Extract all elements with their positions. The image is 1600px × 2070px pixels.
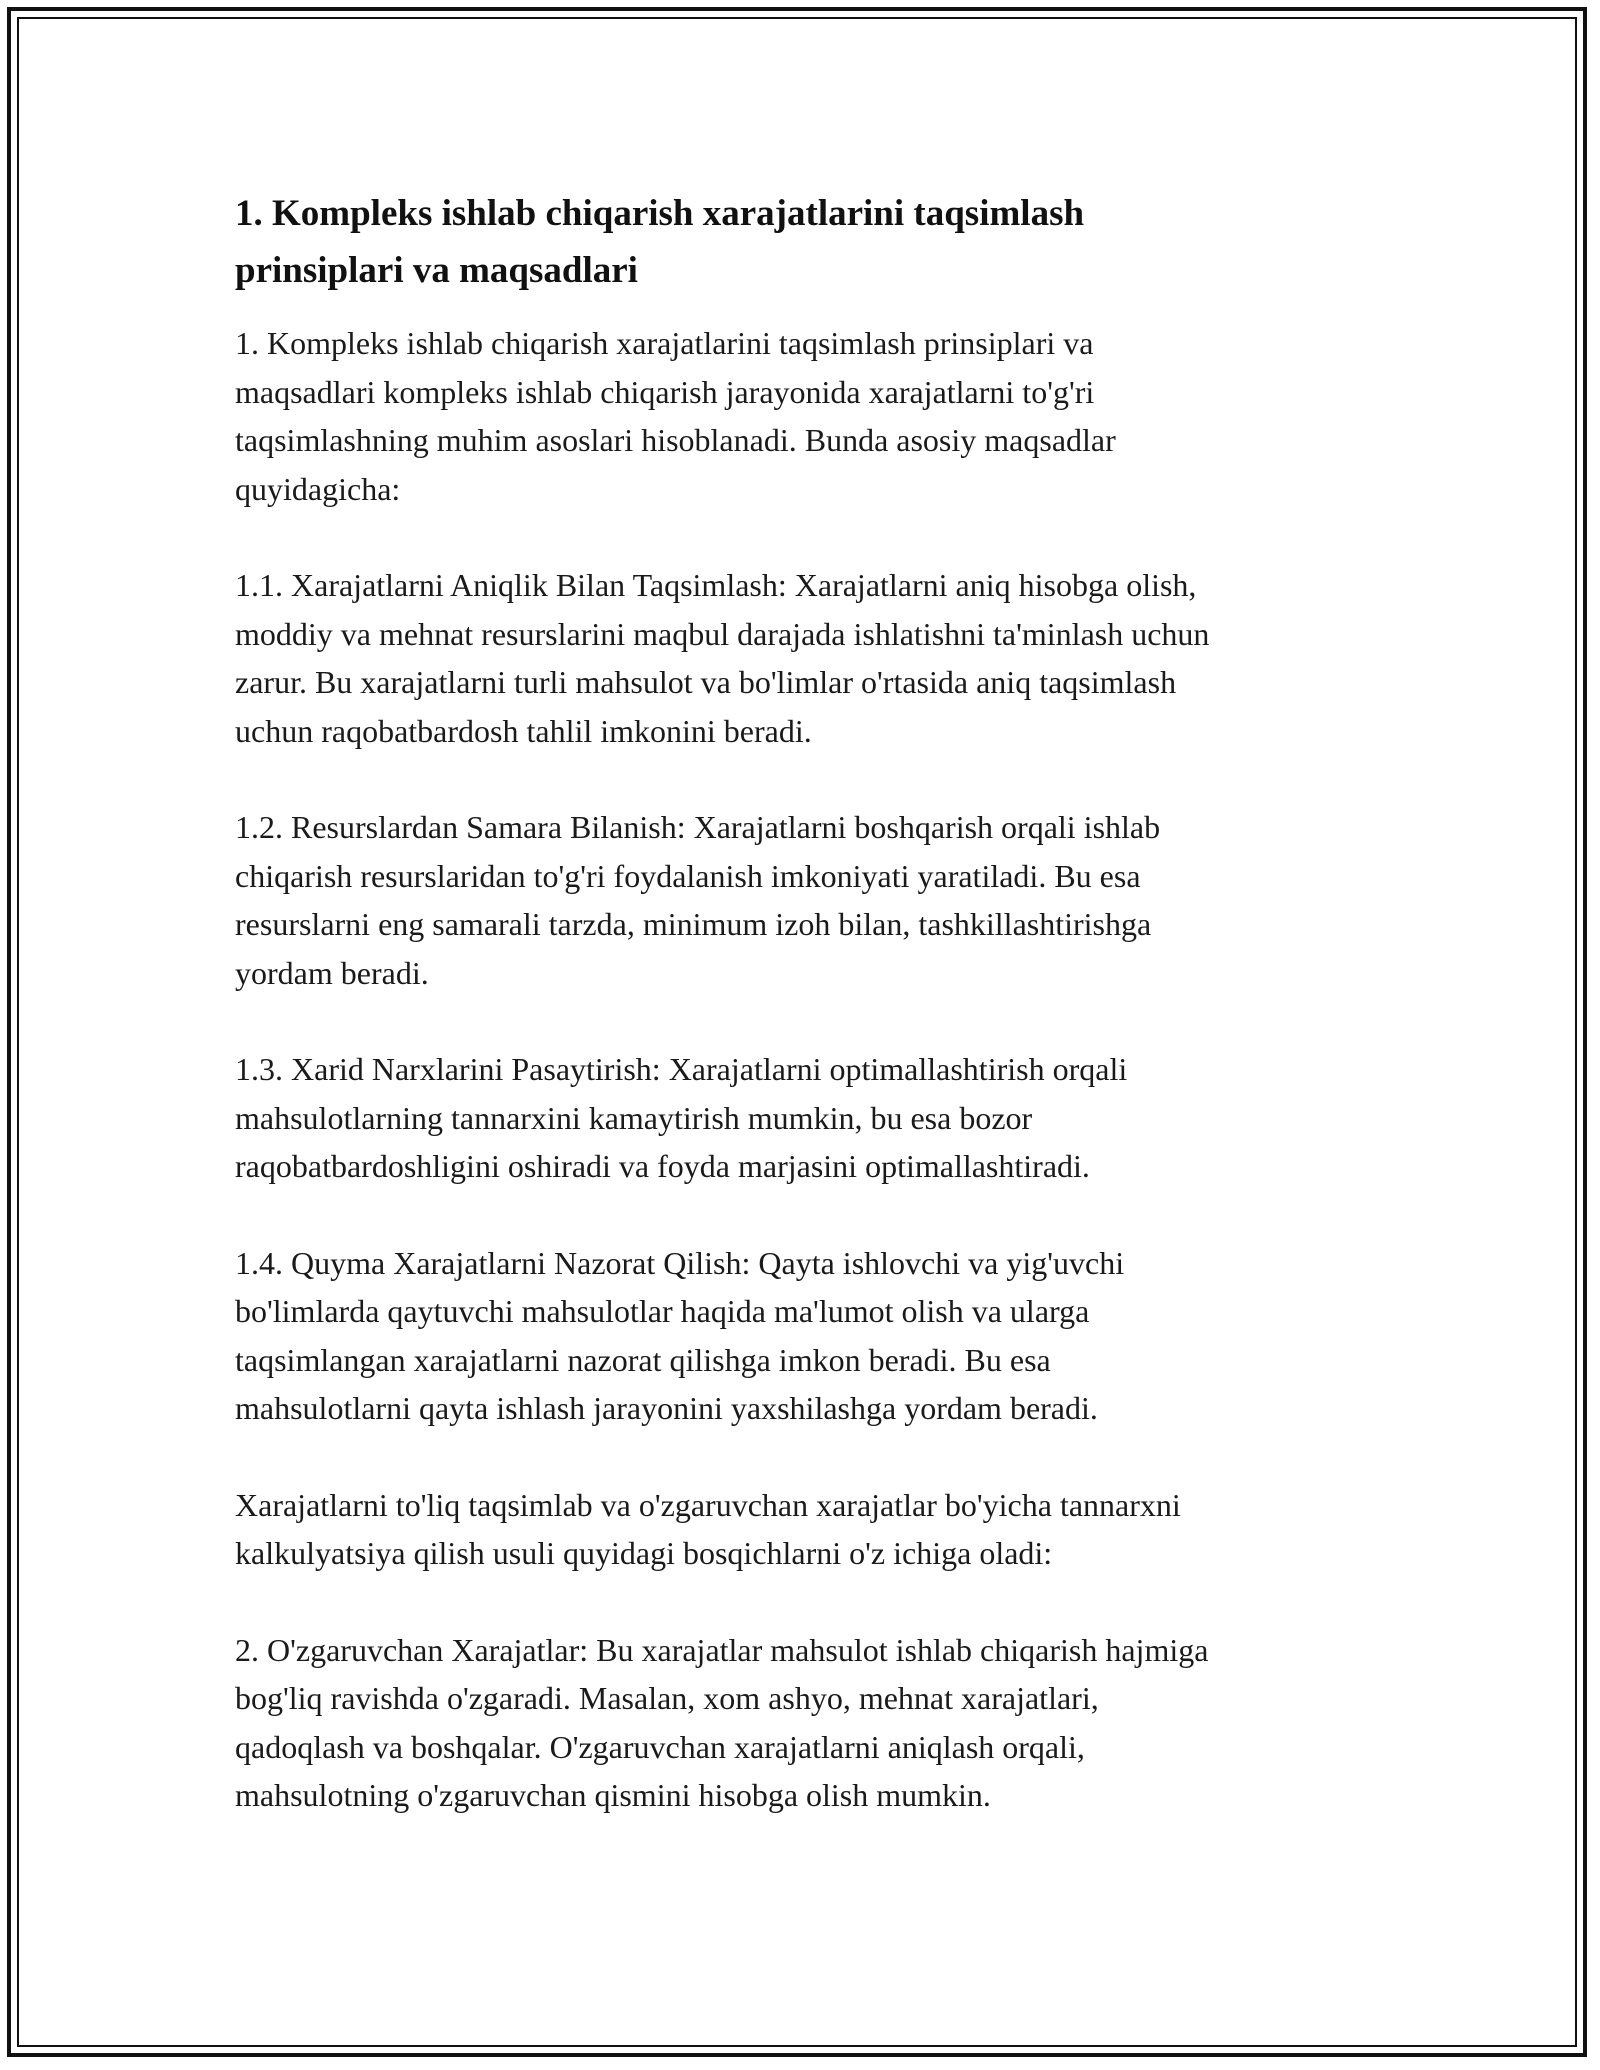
text-line: moddiy va mehnat resurslarini maqbul darajada ishlatishni ta'minlash uchun xyxy=(235,615,1210,652)
text-line: raqobatbardoshligini oshiradi va foyda marjasini optimallashtiradi. xyxy=(235,1148,1090,1184)
text-line: kalkulyatsiya qilish usuli quyidagi bosqichlarni o'z ichiga oladi: xyxy=(235,1535,1053,1571)
text-line: 1.3. Xarid Narxlarini Pasaytirish: Xarajatlarni optimallashtirish orqali xyxy=(235,1051,1128,1087)
text-line: 2. O'zgaruvchan Xarajatlar: Bu xarajatlar mahsulot ishlab chiqarish hajmiga xyxy=(235,1631,1209,1668)
document-content xyxy=(235,185,1365,1868)
text-line: chiqarish resurslaridan to'g'ri foydalanish imkoniyati yaratiladi. Bu esa xyxy=(235,857,1141,894)
document-title xyxy=(235,185,1365,299)
text-line: mahsulotlarni qayta ishlash jarayonini yaxshilashga yordam beradi. xyxy=(235,1390,1098,1426)
text-line: 1.4. Quyma Xarajatlarni Nazorat Qilish: Qayta ishlovchi va yig'uvchi xyxy=(235,1244,1125,1281)
paragraph-1-1 xyxy=(235,561,1365,755)
paragraph-list xyxy=(235,319,1365,1820)
text-line: maqsadlari kompleks ishlab chiqarish jarayonida xarajatlarni to'g'ri xyxy=(235,373,1095,410)
text-line: taqsimlangan xarajatlarni nazorat qilishga imkon beradi. Bu esa xyxy=(235,1341,1051,1378)
text-line: 1.1. Xarajatlarni Aniqlik Bilan Taqsimlash: Xarajatlarni aniq hisobga olish, xyxy=(235,567,1197,603)
text-line: mahsulotning o'zgaruvchan qismini hisobga olish mumkin. xyxy=(235,1777,991,1813)
paragraph-1-3 xyxy=(235,1045,1365,1191)
text-line: taqsimlashning muhim asoslari hisoblanadi. Bunda asosiy maqsadlar xyxy=(235,422,1116,458)
text-line: mahsulotlarning tannarxini kamaytirish mumkin, bu esa bozor xyxy=(235,1099,1033,1136)
paragraph-1-4 xyxy=(235,1239,1365,1433)
text-line: uchun raqobatbardosh tahlil imkonini beradi. xyxy=(235,712,812,749)
text-line: resurslarni eng samarali tarzda, minimum izoh bilan, tashkillashtirishga xyxy=(235,906,1152,942)
text-line: quyidagicha: xyxy=(235,470,401,507)
text-line: 1. Kompleks ishlab chiqarish xarajatlarini taqsimlash prinsiplari va xyxy=(235,325,1094,361)
title-line: prinsiplari va maqsadlari xyxy=(235,250,638,291)
paragraph-2 xyxy=(235,1626,1365,1820)
text-line: 1.2. Resurslardan Samara Bilanish: Xarajatlarni boshqarish orqali ishlab xyxy=(235,809,1161,845)
text-line: Xarajatlarni to'liq taqsimlab va o'zgaruvchan xarajatlar bo'yicha tannarxni xyxy=(235,1486,1181,1523)
title-line: 1. Kompleks ishlab chiqarish xarajatlarini taqsimlash xyxy=(235,193,1085,234)
text-line: bo'limlarda qaytuvchi mahsulotlar haqida ma'lumot olish va ularga xyxy=(235,1293,1090,1329)
paragraph-method xyxy=(235,1481,1365,1578)
paragraph-intro xyxy=(235,319,1365,513)
text-line: qadoqlash va boshqalar. O'zgaruvchan xarajatlarni aniqlash orqali, xyxy=(235,1728,1085,1765)
paragraph-1-2 xyxy=(235,803,1365,997)
text-line: zarur. Bu xarajatlarni turli mahsulot va bo'limlar o'rtasida aniq taqsimlash xyxy=(235,664,1177,700)
text-line: bog'liq ravishda o'zgaradi. Masalan, xom ashyo, mehnat xarajatlari, xyxy=(235,1680,1099,1716)
text-line: yordam beradi. xyxy=(235,954,429,991)
